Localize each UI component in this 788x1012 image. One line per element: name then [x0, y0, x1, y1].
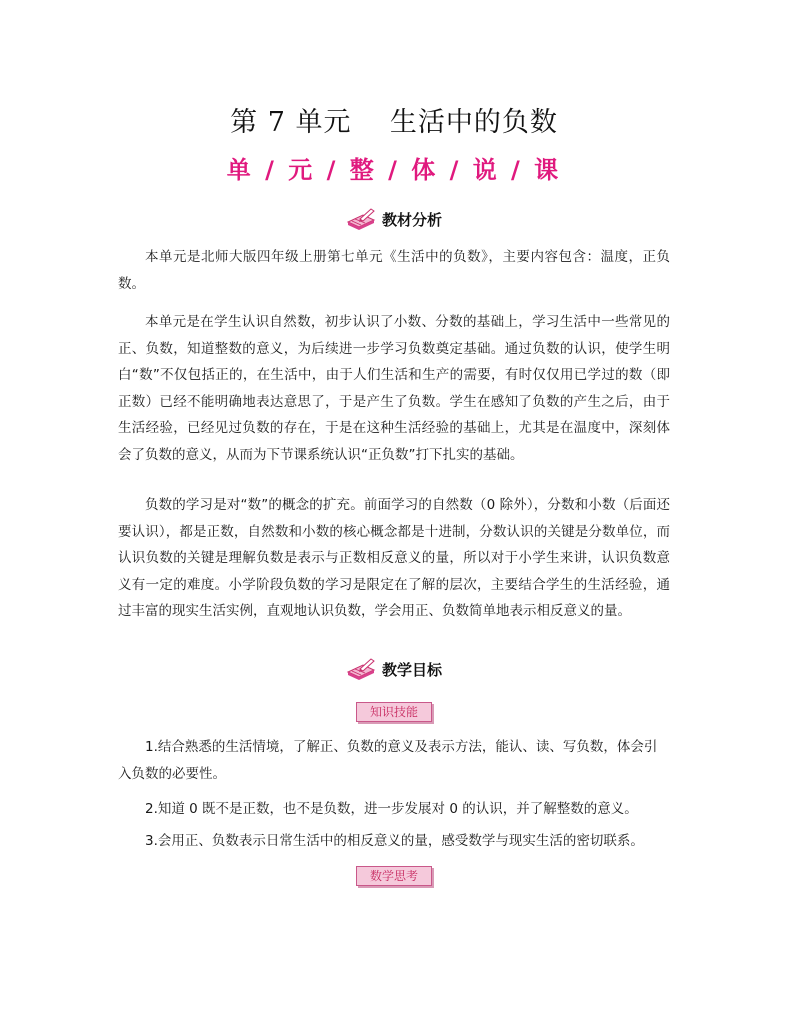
paragraph: 负数的学习是对“数”的概念的扩充。前面学习的自然数（0 除外），分数和小数（后面还要认识），都是正数，自然数和小数的核心概念都是十进制，分数认识的关键是分数单位，而认识负数的关键是理解负数是表示与正数相反意义的量，所以对于小学生来讲，认识负数意义有一定的难度。小学阶段负数的学习是限定在了解的层次，主要结合学生的生活经验，通过丰富的现实生活实例，直观地认识负数，学会用正、负数简单地表示相反意义的量。 — [118, 497, 670, 619]
section-heading-objectives — [0, 658, 788, 680]
objective-item: 1.结合熟悉的生活情境，了解正、负数的意义及表示方法，能认、读、写负数，体会引入负数的必要性。 — [118, 739, 658, 782]
book-pencil-icon — [346, 208, 376, 230]
section-heading-analysis — [0, 208, 788, 230]
book-pencil-icon — [346, 658, 376, 680]
unit-title: 第 7 单元 生活中的负数 — [230, 107, 558, 138]
section-heading-label: 教学目标 — [381, 660, 442, 679]
unit-subtitle: 单 / 元 / 整 / 体 / 说 / 课 — [226, 156, 562, 184]
knowledge-skills-tag: 知识技能 — [356, 702, 432, 722]
paragraph: 本单元是北师大版四年级上册第七单元《生活中的负数》，主要内容包含：温度，正负数。 — [118, 249, 670, 292]
math-thinking-tag: 数学思考 — [356, 866, 432, 886]
paragraph: 本单元是在学生认识自然数，初步认识了小数、分数的基础上，学习生活中一些常见的正、负数，知道整数的意义，为后续进一步学习负数奠定基础。通过负数的认识，使学生明白“数”不仅包括正的，在生活中，由于人们生活和生产的需要，有时仅仅用已学过的数（即正数）已经不能明确地表达意思了，于是产生了负数。学生在感知了负数的产生之后，由于生活经验，已经见过负数的存在，于是在这种生活经验的基础上，尤其是在温度中，深刻体会了负数的意义，从而为下节课系统认识“正负数”打下扎实的基础。 — [118, 314, 670, 463]
objective-item: 3.会用正、负数表示日常生活中的相反意义的量，感受数学与现实生活的密切联系。 — [145, 833, 644, 849]
section-heading-label: 教材分析 — [381, 210, 442, 229]
objective-item: 2.知道 0 既不是正数，也不是负数，进一步发展对 0 的认识，并了解整数的意义。 — [145, 801, 638, 817]
